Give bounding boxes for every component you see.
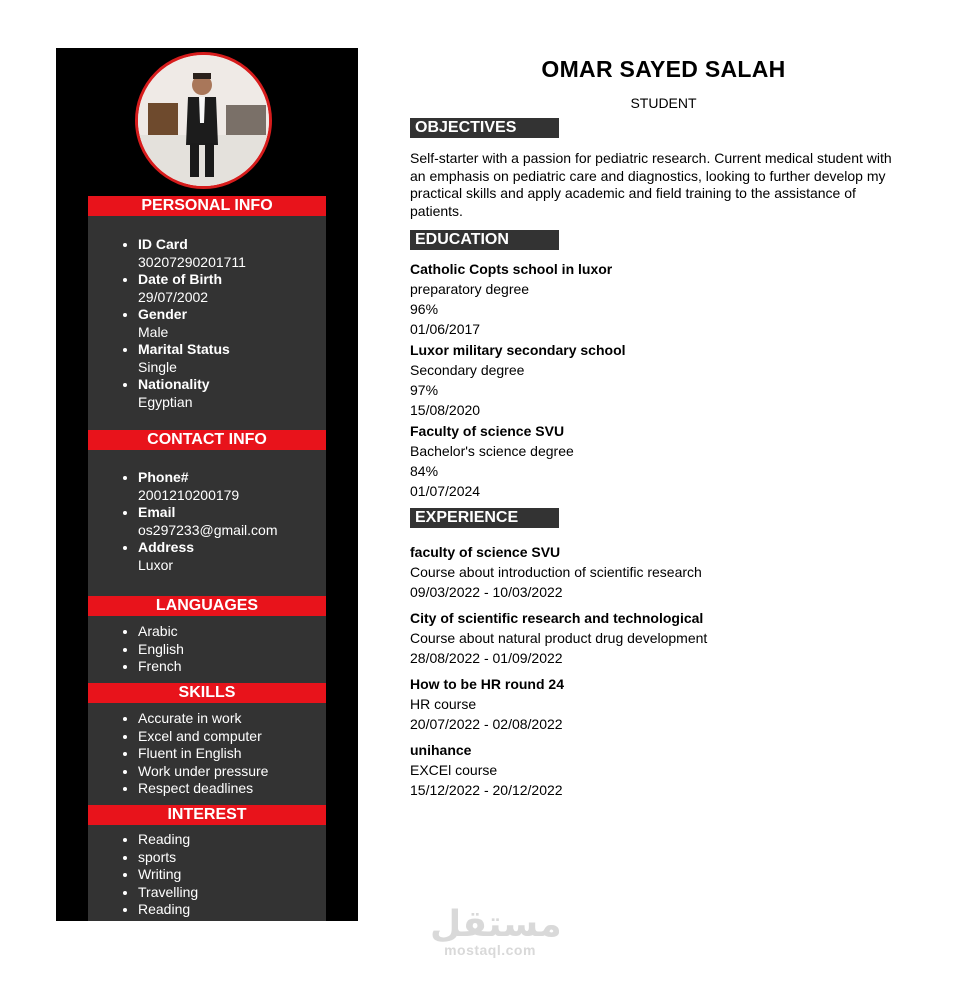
list-item: • Reading xyxy=(138,831,198,849)
info-value: 29/07/2002 xyxy=(138,288,209,305)
person-name: OMAR SAYED SALAH xyxy=(541,56,786,82)
objectives-header: OBJECTIVES xyxy=(410,118,559,138)
list-item: • Fluent in English xyxy=(138,745,268,763)
watermark-arabic: مستقل xyxy=(430,903,562,944)
education-entry xyxy=(410,421,574,501)
personal-info-header: PERSONAL INFO xyxy=(88,196,326,216)
info-value: Luxor xyxy=(138,556,174,573)
info-value: Single xyxy=(138,358,177,375)
list-item: • Accurate in work xyxy=(138,710,268,728)
contact-info-list xyxy=(120,469,278,574)
org-name: City of scientific research and technological xyxy=(410,610,704,626)
date-range: 15/12/2022 - 20/12/2022 xyxy=(410,782,563,798)
list-item xyxy=(138,236,246,271)
list-item xyxy=(138,376,246,411)
degree: Bachelor's science degree xyxy=(410,443,574,459)
experience-entry xyxy=(410,740,563,800)
description: EXCEl course xyxy=(410,762,498,778)
list-item xyxy=(138,341,246,376)
profile-photo xyxy=(135,52,272,189)
watermark-latin: mostaql.com xyxy=(444,942,536,958)
interest-list xyxy=(120,831,198,919)
list-item: • Reading xyxy=(138,901,198,919)
list-item xyxy=(138,271,246,306)
languages-header: LANGUAGES xyxy=(88,596,326,616)
date: 01/07/2024 xyxy=(410,483,481,499)
education-entry xyxy=(410,340,626,420)
skills-list xyxy=(120,710,268,798)
list-item: • Travelling xyxy=(138,884,198,902)
date: 15/08/2020 xyxy=(410,402,481,418)
sidebar xyxy=(56,48,358,921)
list-item: • sports xyxy=(138,849,198,867)
education-header: EDUCATION xyxy=(410,230,559,250)
list-item: • Work under pressure xyxy=(138,763,268,781)
person-role: STUDENT xyxy=(630,95,697,111)
info-value: 30207290201711 xyxy=(138,253,246,270)
school-name: Luxor military secondary school xyxy=(410,342,626,358)
info-label: • Phone# xyxy=(138,469,189,485)
date-range: 28/08/2022 - 01/09/2022 xyxy=(410,650,563,666)
list-item: • English xyxy=(138,641,184,659)
description: Course about natural product drug development xyxy=(410,630,708,646)
list-item xyxy=(138,504,278,539)
school-name: Catholic Copts school in luxor xyxy=(410,261,613,277)
info-label: • Gender xyxy=(138,306,188,322)
list-item: • Arabic xyxy=(138,623,184,641)
info-label: • Date of Birth xyxy=(138,271,222,287)
info-value: os297233@gmail.com xyxy=(138,521,278,538)
info-value: 2001210200179 xyxy=(138,486,240,503)
info-value: Male xyxy=(138,323,169,340)
org-name: How to be HR round 24 xyxy=(410,676,564,692)
list-item xyxy=(138,469,278,504)
org-name: unihance xyxy=(410,742,472,758)
experience-header: EXPERIENCE xyxy=(410,508,559,528)
description: HR course xyxy=(410,696,477,712)
experience-entry xyxy=(410,608,707,668)
degree: preparatory degree xyxy=(410,281,530,297)
mostaql-watermark xyxy=(430,903,562,958)
list-item: • Writing xyxy=(138,866,198,884)
date-range: 09/03/2022 - 10/03/2022 xyxy=(410,584,563,600)
objectives-text: Self-starter with a passion for pediatric research. Current medical student with an emphasis on pediatric care and diagnostics, looking to further develop my practical skills and apply academic and field training to the assistance of patients. xyxy=(410,150,892,220)
skills-header: SKILLS xyxy=(88,683,326,703)
contact-info-header: CONTACT INFO xyxy=(88,430,326,450)
info-label: • Email xyxy=(138,504,176,520)
interest-header: INTEREST xyxy=(88,805,326,825)
list-item xyxy=(138,539,278,574)
list-item xyxy=(138,306,246,341)
org-name: faculty of science SVU xyxy=(410,544,561,560)
experience-entry xyxy=(410,674,564,734)
info-label: • Nationality xyxy=(138,376,210,392)
info-label: • ID Card xyxy=(138,236,188,252)
school-name: Faculty of science SVU xyxy=(410,423,565,439)
date-range: 20/07/2022 - 02/08/2022 xyxy=(410,716,563,732)
grade: 84% xyxy=(410,463,439,479)
experience-entry xyxy=(410,542,702,602)
degree: Secondary degree xyxy=(410,362,525,378)
grade: 97% xyxy=(410,382,439,398)
info-label: • Address xyxy=(138,539,195,555)
list-item: • Respect deadlines xyxy=(138,780,268,798)
personal-info-list xyxy=(120,236,246,411)
grade: 96% xyxy=(410,301,439,317)
education-entry xyxy=(410,259,612,339)
list-item: • Excel and computer xyxy=(138,728,268,746)
description: Course about introduction of scientific research xyxy=(410,564,702,580)
info-value: Egyptian xyxy=(138,393,193,410)
languages-list xyxy=(120,623,184,676)
info-label: • Marital Status xyxy=(138,341,230,357)
date: 01/06/2017 xyxy=(410,321,481,337)
list-item: • French xyxy=(138,658,184,676)
